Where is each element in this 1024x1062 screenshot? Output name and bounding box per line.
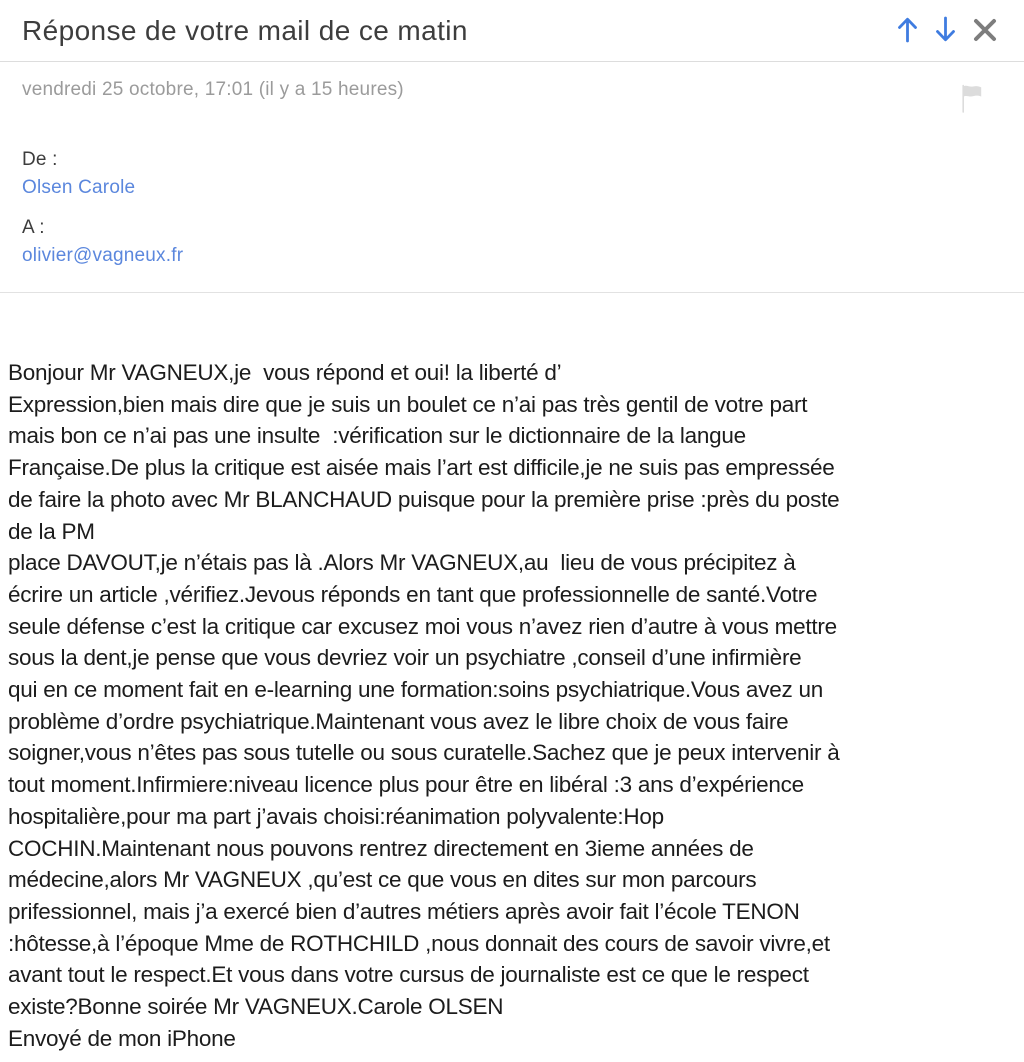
close-button[interactable] <box>972 17 998 43</box>
body-line: existe?Bonne soirée Mr VAGNEUX.Carole OLSEN <box>8 994 504 1020</box>
mail-meta <box>0 114 1024 270</box>
body-line: écrire un article ,vérifiez.Jevous réponds en tant que professionnelle de santé.Votre <box>8 581 818 607</box>
body-line: de faire la photo avec Mr BLANCHAUD puisque pour la première prise :près du poste <box>8 486 840 512</box>
subject-bar <box>0 0 1024 61</box>
body-line: qui en ce moment fait en e-learning une formation:soins psychiatrique.Vous avez un <box>8 677 823 703</box>
to-label: A : <box>22 217 45 238</box>
body-line: soigner,vous n’êtes pas sous tutelle ou sous curatelle.Sachez que je peux intervenir à <box>8 740 840 766</box>
body-line: tout moment.Infirmiere:niveau licence plus pour être en libéral :3 ans d’expérience <box>8 772 804 798</box>
body-line: place DAVOUT,je n’étais pas là .Alors Mr VAGNEUX,au lieu de vous précipitez à <box>8 550 796 576</box>
from-group <box>22 146 1002 202</box>
body-line: médecine,alors Mr VAGNEUX ,qu’est ce que vous en dites sur mon parcours <box>8 867 757 893</box>
body-line: Française.De plus la critique est aisée mais l’art est difficile,je ne suis pas empressée <box>8 455 835 481</box>
from-label: De : <box>22 149 58 170</box>
close-icon <box>972 31 998 46</box>
body-line: mais bon ce n’ai pas une insulte :vérification sur le dictionnaire de la langue <box>8 423 746 449</box>
meta-divider <box>0 292 1024 293</box>
arrow-up-icon <box>896 31 919 46</box>
body-line: prifessionnel, mais j’a exercé bien d’autres métiers après avoir fait l’école TENON <box>8 898 800 924</box>
body-line: seule défense c’est la critique car excusez moi vous n’avez rien d’autre à vous mettre <box>8 613 837 639</box>
body-line: :hôtesse,à l’époque Mme de ROTHCHILD ,nous donnait des cours de savoir vivre,et <box>8 930 830 956</box>
flag-icon <box>956 102 986 117</box>
mail-date: vendredi 25 octobre, 17:01 (il y a 15 heures) <box>22 79 404 100</box>
next-message-button[interactable] <box>934 16 957 43</box>
body-line: problème d’ordre psychiatrique.Maintenant vous avez le libre choix de vous faire <box>8 708 789 734</box>
body-line: COCHIN.Maintenant nous pouvons rentrez directement en 3ieme années de <box>8 835 754 861</box>
body-line: avant tout le respect.Et vous dans votre cursus de journaliste est ce que le respect <box>8 962 809 988</box>
mail-body <box>0 357 1024 1054</box>
previous-message-button[interactable] <box>896 16 919 43</box>
to-address-link[interactable]: olivier@vagneux.fr <box>22 245 184 266</box>
from-contact-link[interactable]: Olsen Carole <box>22 177 136 198</box>
body-line: Envoyé de mon iPhone <box>8 1025 236 1051</box>
body-line: Expression,bien mais dire que je suis un boulet ce n’ai pas très gentil de votre part <box>8 391 808 417</box>
body-line: Bonjour Mr VAGNEUX,je vous répond et oui! la liberté d’ <box>8 360 562 385</box>
body-line: de la PM <box>8 518 95 544</box>
date-row <box>0 62 1024 114</box>
body-line: sous la dent,je pense que vous devriez voir un psychiatre ,conseil d’une infirmière <box>8 645 802 671</box>
flag-button[interactable] <box>956 81 986 114</box>
mail-actions <box>896 14 998 43</box>
mail-subject-title: Réponse de votre mail de ce matin <box>22 15 468 46</box>
to-group <box>22 214 1002 270</box>
arrow-down-icon <box>934 31 957 46</box>
body-line: hospitalière,pour ma part j’avais choisi:réanimation polyvalente:Hop <box>8 803 664 829</box>
